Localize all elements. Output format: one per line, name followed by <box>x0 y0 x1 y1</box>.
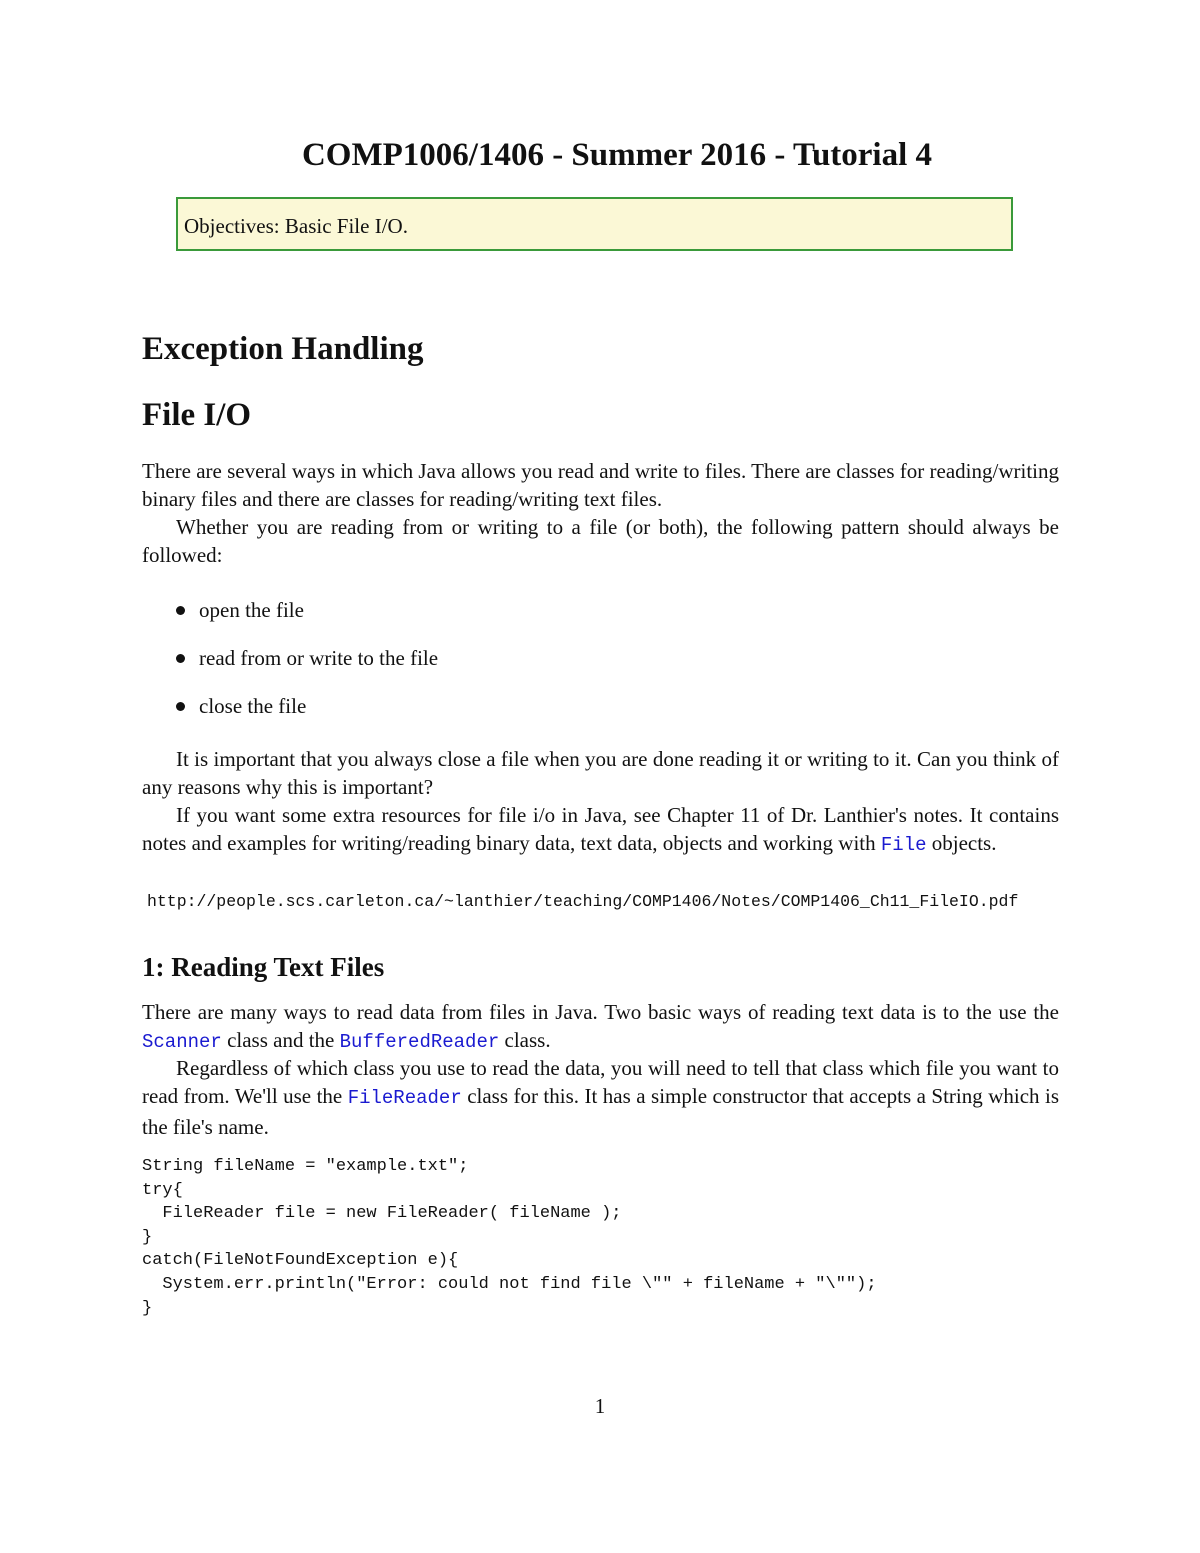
code-example <box>142 1155 877 1320</box>
resources-text-after: objects. <box>926 831 997 856</box>
resources-url[interactable]: http://people.scs.carleton.ca/~lanthier/teaching/COMP1406/Notes/COMP1406_Ch11_FileIO.pdf <box>147 892 1019 911</box>
heading-exception-handling: Exception Handling <box>142 331 424 367</box>
list-item <box>142 692 1059 740</box>
intro-paragraph: There are several ways in which Java allows you read and write to files. There are classes for reading/writing binary files and there are classes for reading/writing text files. <box>142 459 1059 512</box>
code-line: String fileName = "example.txt"; <box>142 1157 469 1176</box>
objectives-text: Objectives: Basic File I/O. <box>184 214 408 238</box>
file-class-code: File <box>880 834 927 857</box>
list-item-text: close the file <box>199 694 307 718</box>
document-title: COMP1006/1406 - Summer 2016 - Tutorial 4 <box>301 137 933 173</box>
list-item-text: open the file <box>199 598 304 622</box>
reading-text-3: class. <box>499 1028 551 1053</box>
bufferedreader-class-code: BufferedReader <box>339 1031 500 1054</box>
reading-paragraph <box>142 998 1059 1057</box>
list-item <box>142 596 1059 644</box>
page-number: 1 <box>594 1394 606 1418</box>
resources-paragraph <box>142 801 1059 860</box>
scanner-class-code: Scanner <box>142 1031 222 1054</box>
filereader-text-1: Regardless of which class you use to read the data, you will need to tell that class which file you want to read from. We'll use the <box>142 1056 1059 1109</box>
filereader-class-code: FileReader <box>347 1087 462 1110</box>
list-item-text: read from or write to the file <box>199 646 439 670</box>
objectives-box <box>176 197 1013 251</box>
bullet-icon <box>176 606 185 615</box>
code-line: catch(FileNotFoundException e){ <box>142 1251 459 1271</box>
code-line: FileReader file = new FileReader( fileName ); <box>142 1204 622 1224</box>
close-file-paragraph: It is important that you always close a file when you are done reading it or writing to it. Can you think of any reasons why this is important? <box>142 747 1059 800</box>
code-line: System.err.println("Error: could not find file \"" + fileName + "\""); <box>142 1274 877 1294</box>
reading-text-2: class and the <box>221 1028 340 1053</box>
resources-text-before: If you want some extra resources for file i/o in Java, see Chapter 11 of Dr. Lanthier's notes. It contains notes and examples for writing/reading binary data, text data, objects and working with <box>142 803 1059 856</box>
reading-text-1: There are many ways to read data from files in Java. Two basic ways of reading text data is to the use the <box>142 1000 1059 1024</box>
list-item <box>142 644 1059 692</box>
code-line: } <box>142 1227 153 1247</box>
filereader-paragraph <box>142 1054 1059 1141</box>
pattern-steps-list <box>142 596 1059 740</box>
code-line: } <box>142 1298 153 1318</box>
pattern-paragraph: Whether you are reading from or writing to a file (or both), the following pattern should always be followed: <box>142 515 1059 568</box>
filereader-text-2: class for this. It has a simple constructor that accepts a String which is the file's name. <box>142 1084 1059 1139</box>
bullet-icon <box>176 654 185 663</box>
code-line: try{ <box>142 1180 183 1200</box>
heading-file-io: File I/O <box>142 397 252 433</box>
heading-reading-text-files: 1: Reading Text Files <box>142 952 385 982</box>
bullet-icon <box>176 702 185 711</box>
